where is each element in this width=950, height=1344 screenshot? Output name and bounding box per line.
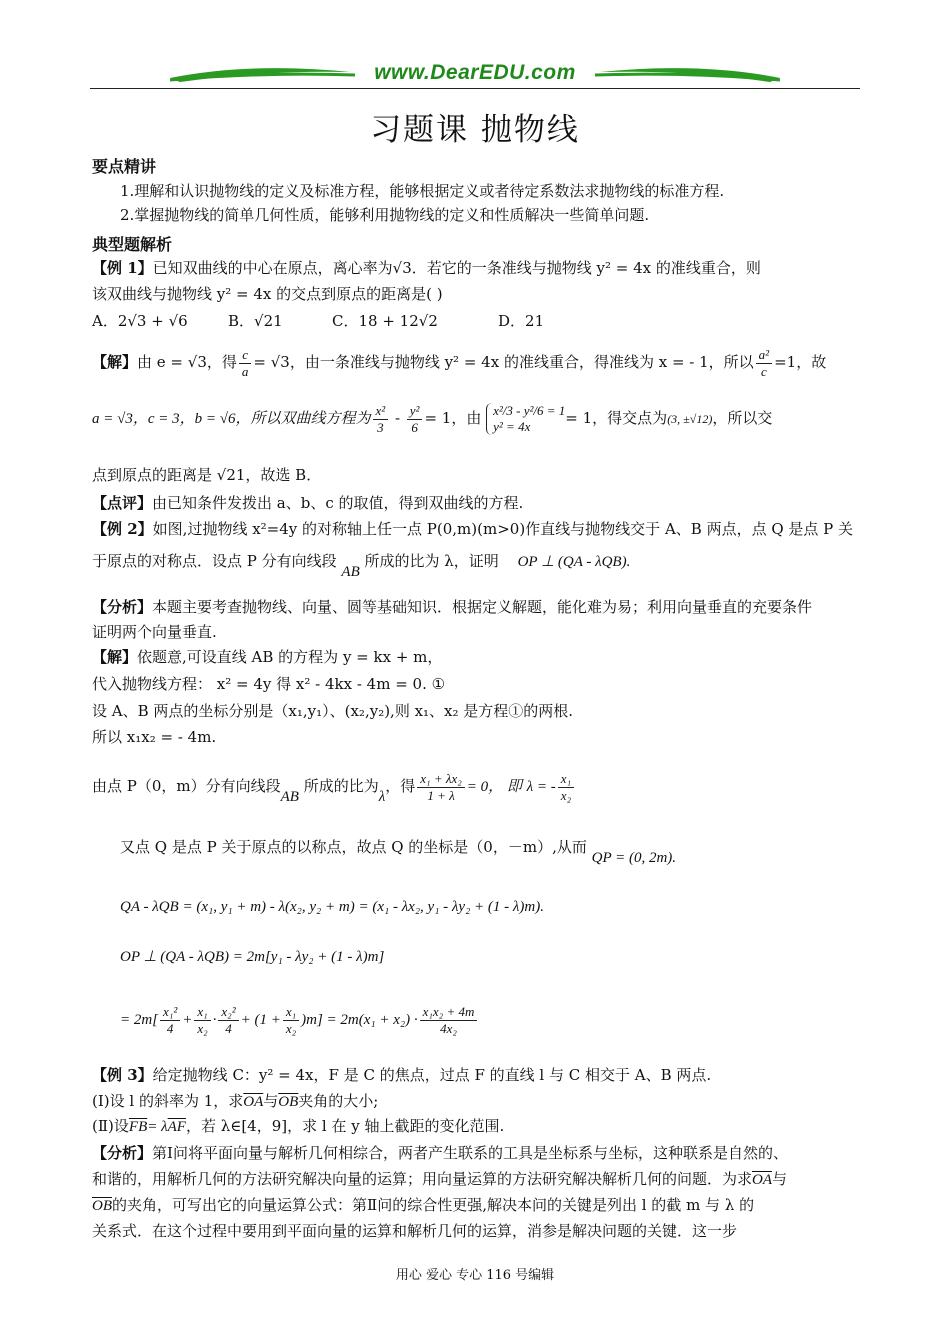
expr-end: )m] = 2m(x₁ + x₂) · [301,1012,418,1028]
solution-2-line-3: 设 A、B 两点的坐标分别是（x₁,y₁）、(x₂,y₂),则 x₁、x₂ 是方程①的两根. [92,702,574,720]
expr-mid: + (1 + [240,1012,281,1028]
example-2-tag: 【例 2】 [92,520,153,538]
vector-af: $\overline{AF}$ [167,1119,186,1135]
analysis-2-text: 本题主要考查抛物线、向量、圆等基础知识．根据定义解题，能化难为易；利用向量垂直的充要条件 [152,598,813,616]
solution-2-line-9 [120,996,890,1044]
analysis-3-text: 第Ⅰ问将平面向量与解析几何相综合，两者产生联系的工具是坐标系与坐标，这种联系是自然的、 [152,1144,788,1162]
solution-1-text-c: =1，故 [774,353,827,371]
vector-oa: $\overline{OA}$ [243,1094,264,1110]
example-3-question-2 [92,1115,862,1138]
solution-2-text-a: 由点 P（0，m）分有向线段 [92,777,281,795]
analysis-2-line-1 [92,596,862,618]
analysis-2-line-2: 证明两个向量垂直. [92,623,217,641]
option-c: C．18 + 12√2 [332,312,438,330]
q2-text-a: (Ⅱ)设 [92,1117,129,1135]
frac-den: x₂ [560,787,572,803]
example-3-text: 给定抛物线 C：y² = 4x，F 是 C 的焦点，过点 F 的直线 l 与 C 相交于 A、B 两点. [152,1066,712,1084]
solution-2-line-5 [92,764,862,809]
fraction-ratio [417,771,464,804]
example-2-text: 如图,过抛物线 x²=4y 的对称轴上任一点 P(0,m)(m>0)作直线与抛物线交于 A、B 两点，点 Q 是点 P 关 [152,520,854,538]
fraction-a2-over-c [756,347,772,380]
solution-2-text: 依题意,可设直线 AB 的方程为 y = kx + m， [137,648,443,666]
analysis-3-line-3 [92,1194,862,1217]
q2-text-b: = λ [147,1119,168,1135]
fraction-final [420,1004,478,1037]
option-d: D．21 [498,312,545,330]
example-1-tag: 【例 1】 [92,259,153,277]
solution-2-text-d: = 0， 即 [466,779,522,795]
example-2-line-1 [92,518,862,540]
solution-2-line-7: QA - λQB = (x₁, y₁ + m) - λ(x₂, y₂ + m) = (x₁ - λx₂, y₁ - λy₂ + (1 - λ)m). [120,899,544,915]
frac-num: x₁ [194,1004,210,1021]
fraction-x1-over-x2-b [283,1004,299,1037]
solution-2-line-2: 代入抛物线方程： x² = 4y 得 x² - 4kx - 4m = 0. ① [92,675,446,693]
fraction-x1-over-x2 [194,1004,210,1037]
vector-ob: $\overline{OB}$ [92,1198,112,1214]
frac-den: 4 [225,1021,232,1037]
expr-start: = 2m[ [120,1012,159,1028]
solution-1-line-1 [92,342,862,382]
key-point-2: 2.掌握抛物线的简单几何性质，能够利用抛物线的定义和性质解决一些简单问题. [120,206,650,224]
frac-den: 1 + λ [427,787,455,803]
solution-1-text-e: = 1，得交点为 [565,409,668,427]
page-footer: 用心 爱心 专心 116 号编辑 [395,1268,555,1283]
solution-1-values: a = √3，c = 3，b = √6，所以双曲线方程为 [92,411,371,427]
solution-1-line-3: 点到原点的距离是 √21，故选 B． [92,466,322,484]
header-rule [90,88,860,89]
fraction-x1sq-over-4 [160,1004,180,1037]
fraction-c-over-a [239,347,252,380]
example-1-line-2: 该双曲线与抛物线 y² = 4x 的交点到原点的距离是( ) [92,285,443,303]
frac-num: x₁ [558,771,574,788]
fraction-x2sq-over-4 [218,1004,238,1037]
intersection-point: (3, ±√12) [667,412,713,426]
frac-den: 4 [166,1021,174,1037]
frac-den: x₂ [285,1021,297,1037]
fraction-x1-over-x2 [558,771,574,804]
dot-sign: · [212,1012,217,1028]
frac-den: a [241,363,249,379]
section-key-points: 要点精讲 [92,157,157,176]
key-point-1: 1.理解和认识抛物线的定义及标准方程，能够根据定义或者待定系数法求抛物线的标准方程. [120,182,725,200]
site-url: www.DearEDU.com [374,61,576,84]
frac-den: 3 [377,419,384,435]
frac-num: x₁ [283,1004,299,1021]
plus-sign: + [182,1012,193,1028]
analysis-3-text-b: 与 [772,1170,788,1188]
solution-1-text-b: = √3，由一条准线与抛物线 y² = 4x 的准线重合，得准线为 x = - 1，所以 [253,353,754,371]
frac-num: x₁² [160,1004,180,1021]
system-eq-1: x²/3 - y²/6 = 1 [493,403,566,418]
example-1-text: 已知双曲线的中心在原点，离心率为√3．若它的一条准线与抛物线 y² = 4x 的准线重合，则 [152,259,761,277]
example-1-options [92,310,862,332]
solution-1-text-a: 由 e = √3，得 [137,353,237,371]
fraction-x2-over-3 [373,403,389,436]
option-a: A．2√3 + √6 [92,312,188,330]
solution-2-line-1 [92,646,862,668]
vector-oa: $\overline{OA}$ [752,1172,773,1188]
comment-1-tag: 【点评】 [92,494,153,512]
solution-2-line-8: OP ⊥ (QA - λQB) = 2m[y₁ - λy₂ + (1 - λ)m] [120,949,385,965]
lambda-symbol: λ [378,789,386,805]
option-b: B．√21 [228,312,283,330]
example-1-line-1 [92,257,862,279]
frac-num: a² [756,347,772,364]
vector-ab: AB [341,564,360,580]
frac-num: x₂² [218,1004,238,1021]
solution-1-tag: 【解】 [92,353,138,371]
fraction-y2-over-6 [407,403,423,436]
comment-1 [92,492,862,514]
analysis-3-line-2 [92,1168,862,1191]
frac-num: x₁ + λx₂ [417,771,464,788]
page-title: 习题课 抛物线 [370,112,580,148]
frac-den: 4x₂ [440,1021,457,1037]
frac-num: x₁x₂ + 4m [420,1004,478,1021]
frac-den: 6 [411,419,418,435]
solution-2-line-6 [120,832,890,866]
solution-2-line-4: 所以 x₁x₂ = - 4m. [92,728,217,746]
section-examples: 典型题解析 [92,235,173,254]
solution-1-line-2: a = √3，c = 3，b = √6，所以双曲线方程为 $\frac{\text{x²}}{3}$ - $\frac{\text{y²}}{6}$ = 1，由 x²/3 - y²/6 = 1 y² = 4x = 1，得交点为(3, ±√12)，所以交 [92,402,773,435]
solution-2-text-b: 所成的比为 [303,777,379,795]
example-2-text-a: 于原点的对称点．设点 P 分有向线段 [92,552,337,570]
example-3-line-1 [92,1064,862,1086]
vector-ob: $\overline{OB}$ [278,1094,299,1110]
example-2-line-2 [92,546,862,580]
example-2-claim: OP ⊥ (QA - λQB). [517,554,631,570]
q1-text-b: 与 [263,1092,279,1110]
frac-den: c [760,363,767,379]
analysis-3-line-4: 关系式．在这个过程中要用到平面向量的运算和解析几何的运算，消参是解决问题的关键．这一步 [92,1222,738,1240]
analysis-3-text-a: 和谐的，用解析几何的方法研究解决向量的运算；用向量运算的方法研究解决解析几何的问题．为求 [92,1170,753,1188]
comment-1-text: 由已知条件发拨出 a、b、c 的取值，得到双曲线的方程. [152,494,524,512]
solution-1-text-f: ，所以交 [712,409,773,427]
vector-fb: $\overline{FB}$ [128,1119,148,1135]
analysis-3-line-1 [92,1142,862,1164]
frac-num: c [239,347,252,364]
solution-2-text-c: ，得 [385,777,416,795]
q1-text-c: 夹角的大小; [298,1092,379,1110]
example-3-tag: 【例 3】 [92,1066,153,1084]
equation-system [486,403,565,435]
q2-text-c: ，若 λ∈[4，9]，求 l 在 y 轴上截距的变化范围. [185,1117,505,1135]
analysis-3-tag: 【分析】 [92,1144,153,1162]
example-2-text-b: 所成的比为 λ，证明 [364,552,499,570]
solution-2-text-e: 又点 Q 是点 P 关于原点的以称点，故点 Q 的坐标是（0，－m）,从而 [120,838,587,856]
solution-1-text-d: = 1，由 [424,409,482,427]
analysis-2-tag: 【分析】 [92,598,153,616]
system-eq-2: y² = 4x [493,419,531,434]
frac-num: y² [407,403,423,420]
vector-ab: AB [280,789,299,805]
analysis-3-text-c: 的夹角，可写出它的向量运算公式：第Ⅱ问的综合性更强,解决本问的关键是列出 l 的截 m 与 λ 的 [112,1196,755,1214]
lambda-expression: λ = - [526,779,556,795]
frac-den: x₂ [197,1021,208,1037]
solution-2-tag: 【解】 [92,648,138,666]
frac-num: x² [373,403,389,420]
site-header [90,58,860,90]
q1-text-a: (Ⅰ)设 l 的斜率为 1，求 [92,1092,244,1110]
example-3-question-1 [92,1090,862,1113]
vector-qp: QP = (0, 2m). [591,850,677,866]
